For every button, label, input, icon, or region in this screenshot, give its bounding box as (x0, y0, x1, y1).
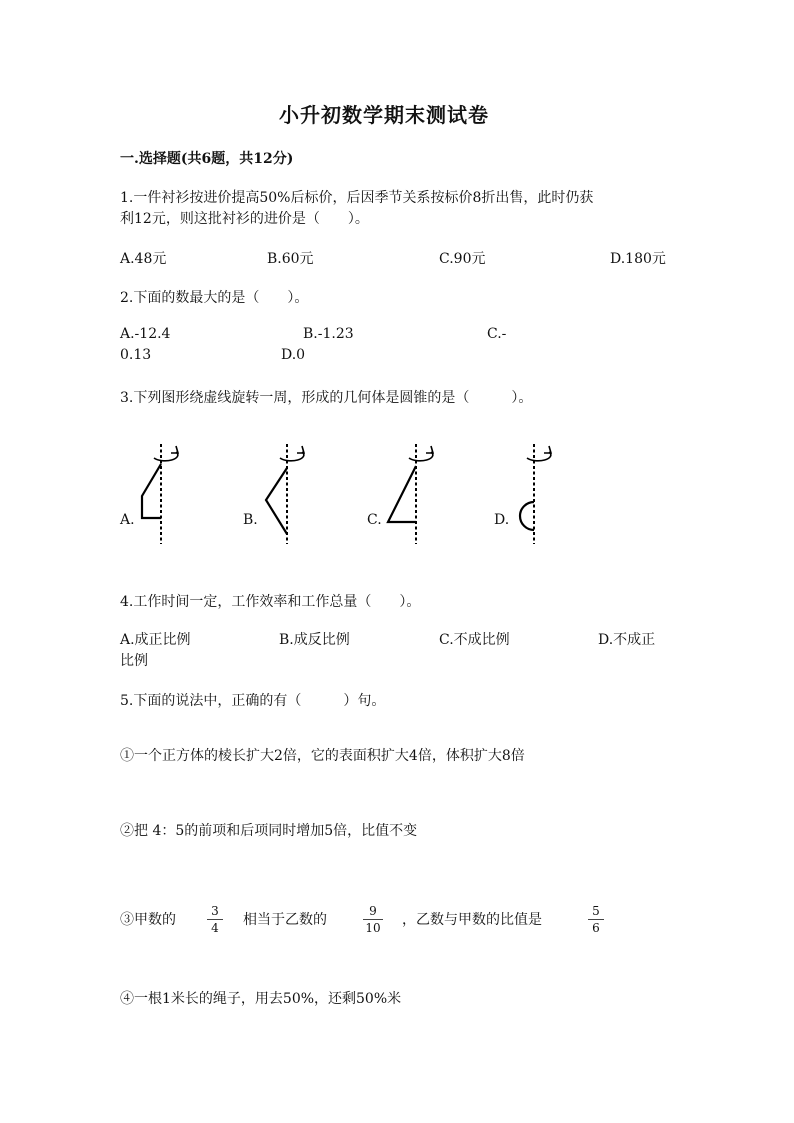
q1-option-c[interactable]: C.90元 (439, 251, 486, 267)
q2-option-c[interactable]: C.- (487, 326, 507, 342)
q1-option-a[interactable]: A.48元 (120, 251, 167, 267)
q1-stem-line1: 1.一件衬衫按进价提高50%后标价，后因季节关系按标价8折出售，此时仍获 (120, 190, 594, 206)
q1-option-d[interactable]: D.180元 (610, 251, 666, 267)
fraction-9-10 (363, 904, 383, 935)
fraction-3-4 (207, 904, 223, 935)
q2-stem: 2.下面的数最大的是（ ）。 (120, 290, 309, 306)
q1-option-b[interactable]: B.60元 (267, 251, 314, 267)
q1-stem-line2: 利12元，则这批衬衫的进价是（ ）。 (120, 211, 369, 227)
page-title: 小升初数学期末测试卷 (279, 103, 489, 127)
q5-s3-part1: ③甲数的 (120, 912, 176, 928)
q5-statement-2: ②把 4：5的前项和后项同时增加5倍，比值不变 (120, 823, 418, 839)
q2-option-d[interactable]: D.0 (281, 347, 306, 363)
q4-option-c[interactable]: C.不成比例 (439, 632, 510, 648)
fraction-denominator: 10 (365, 921, 381, 935)
section-heading: 一.选择题(共6题，共12分) (120, 151, 294, 167)
q5-statement-4: ④一根1米长的绳子，用去50%，还剩50%米 (120, 991, 402, 1007)
q4-stem: 4.工作时间一定，工作效率和工作总量（ ）。 (120, 594, 421, 610)
fraction-5-6 (588, 904, 604, 935)
q5-stem: 5.下面的说法中，正确的有（ ）句。 (120, 693, 386, 709)
q3-option-d[interactable]: D. (494, 512, 510, 528)
fraction-numerator: 5 (588, 904, 604, 920)
q4-option-d-cont: 比例 (120, 653, 148, 669)
fraction-numerator: 9 (363, 904, 383, 920)
q3-option-a[interactable]: A. (120, 512, 135, 528)
q3-figure-d[interactable] (508, 440, 558, 546)
q3-option-b[interactable]: B. (243, 512, 258, 528)
q5-s3-part3: ，乙数与甲数的比值是 (402, 912, 542, 928)
q3-stem: 3.下列图形绕虚线旋转一周，形成的几何体是圆锥的是（ ）。 (120, 390, 533, 406)
fraction-numerator: 3 (207, 904, 223, 920)
q5-s3-part2: 相当于乙数的 (243, 912, 327, 928)
q4-option-b[interactable]: B.成反比例 (279, 632, 350, 648)
q5-statement-1: ①一个正方体的棱长扩大2倍，它的表面积扩大4倍，体积扩大8倍 (120, 748, 525, 764)
q2-option-a[interactable]: A.-12.4 (120, 326, 171, 342)
q3-option-c[interactable]: C. (367, 512, 382, 528)
q2-option-c-cont: 0.13 (120, 347, 152, 363)
q3-figure-c[interactable] (382, 440, 442, 546)
q3-figure-b[interactable] (262, 440, 312, 546)
q3-figure-a[interactable] (140, 440, 190, 546)
q4-option-d[interactable]: D.不成正 (598, 632, 656, 648)
q4-option-a[interactable]: A.成正比例 (120, 632, 191, 648)
q2-option-b[interactable]: B.-1.23 (303, 326, 354, 342)
fraction-denominator: 4 (211, 921, 219, 935)
fraction-denominator: 6 (592, 921, 600, 935)
